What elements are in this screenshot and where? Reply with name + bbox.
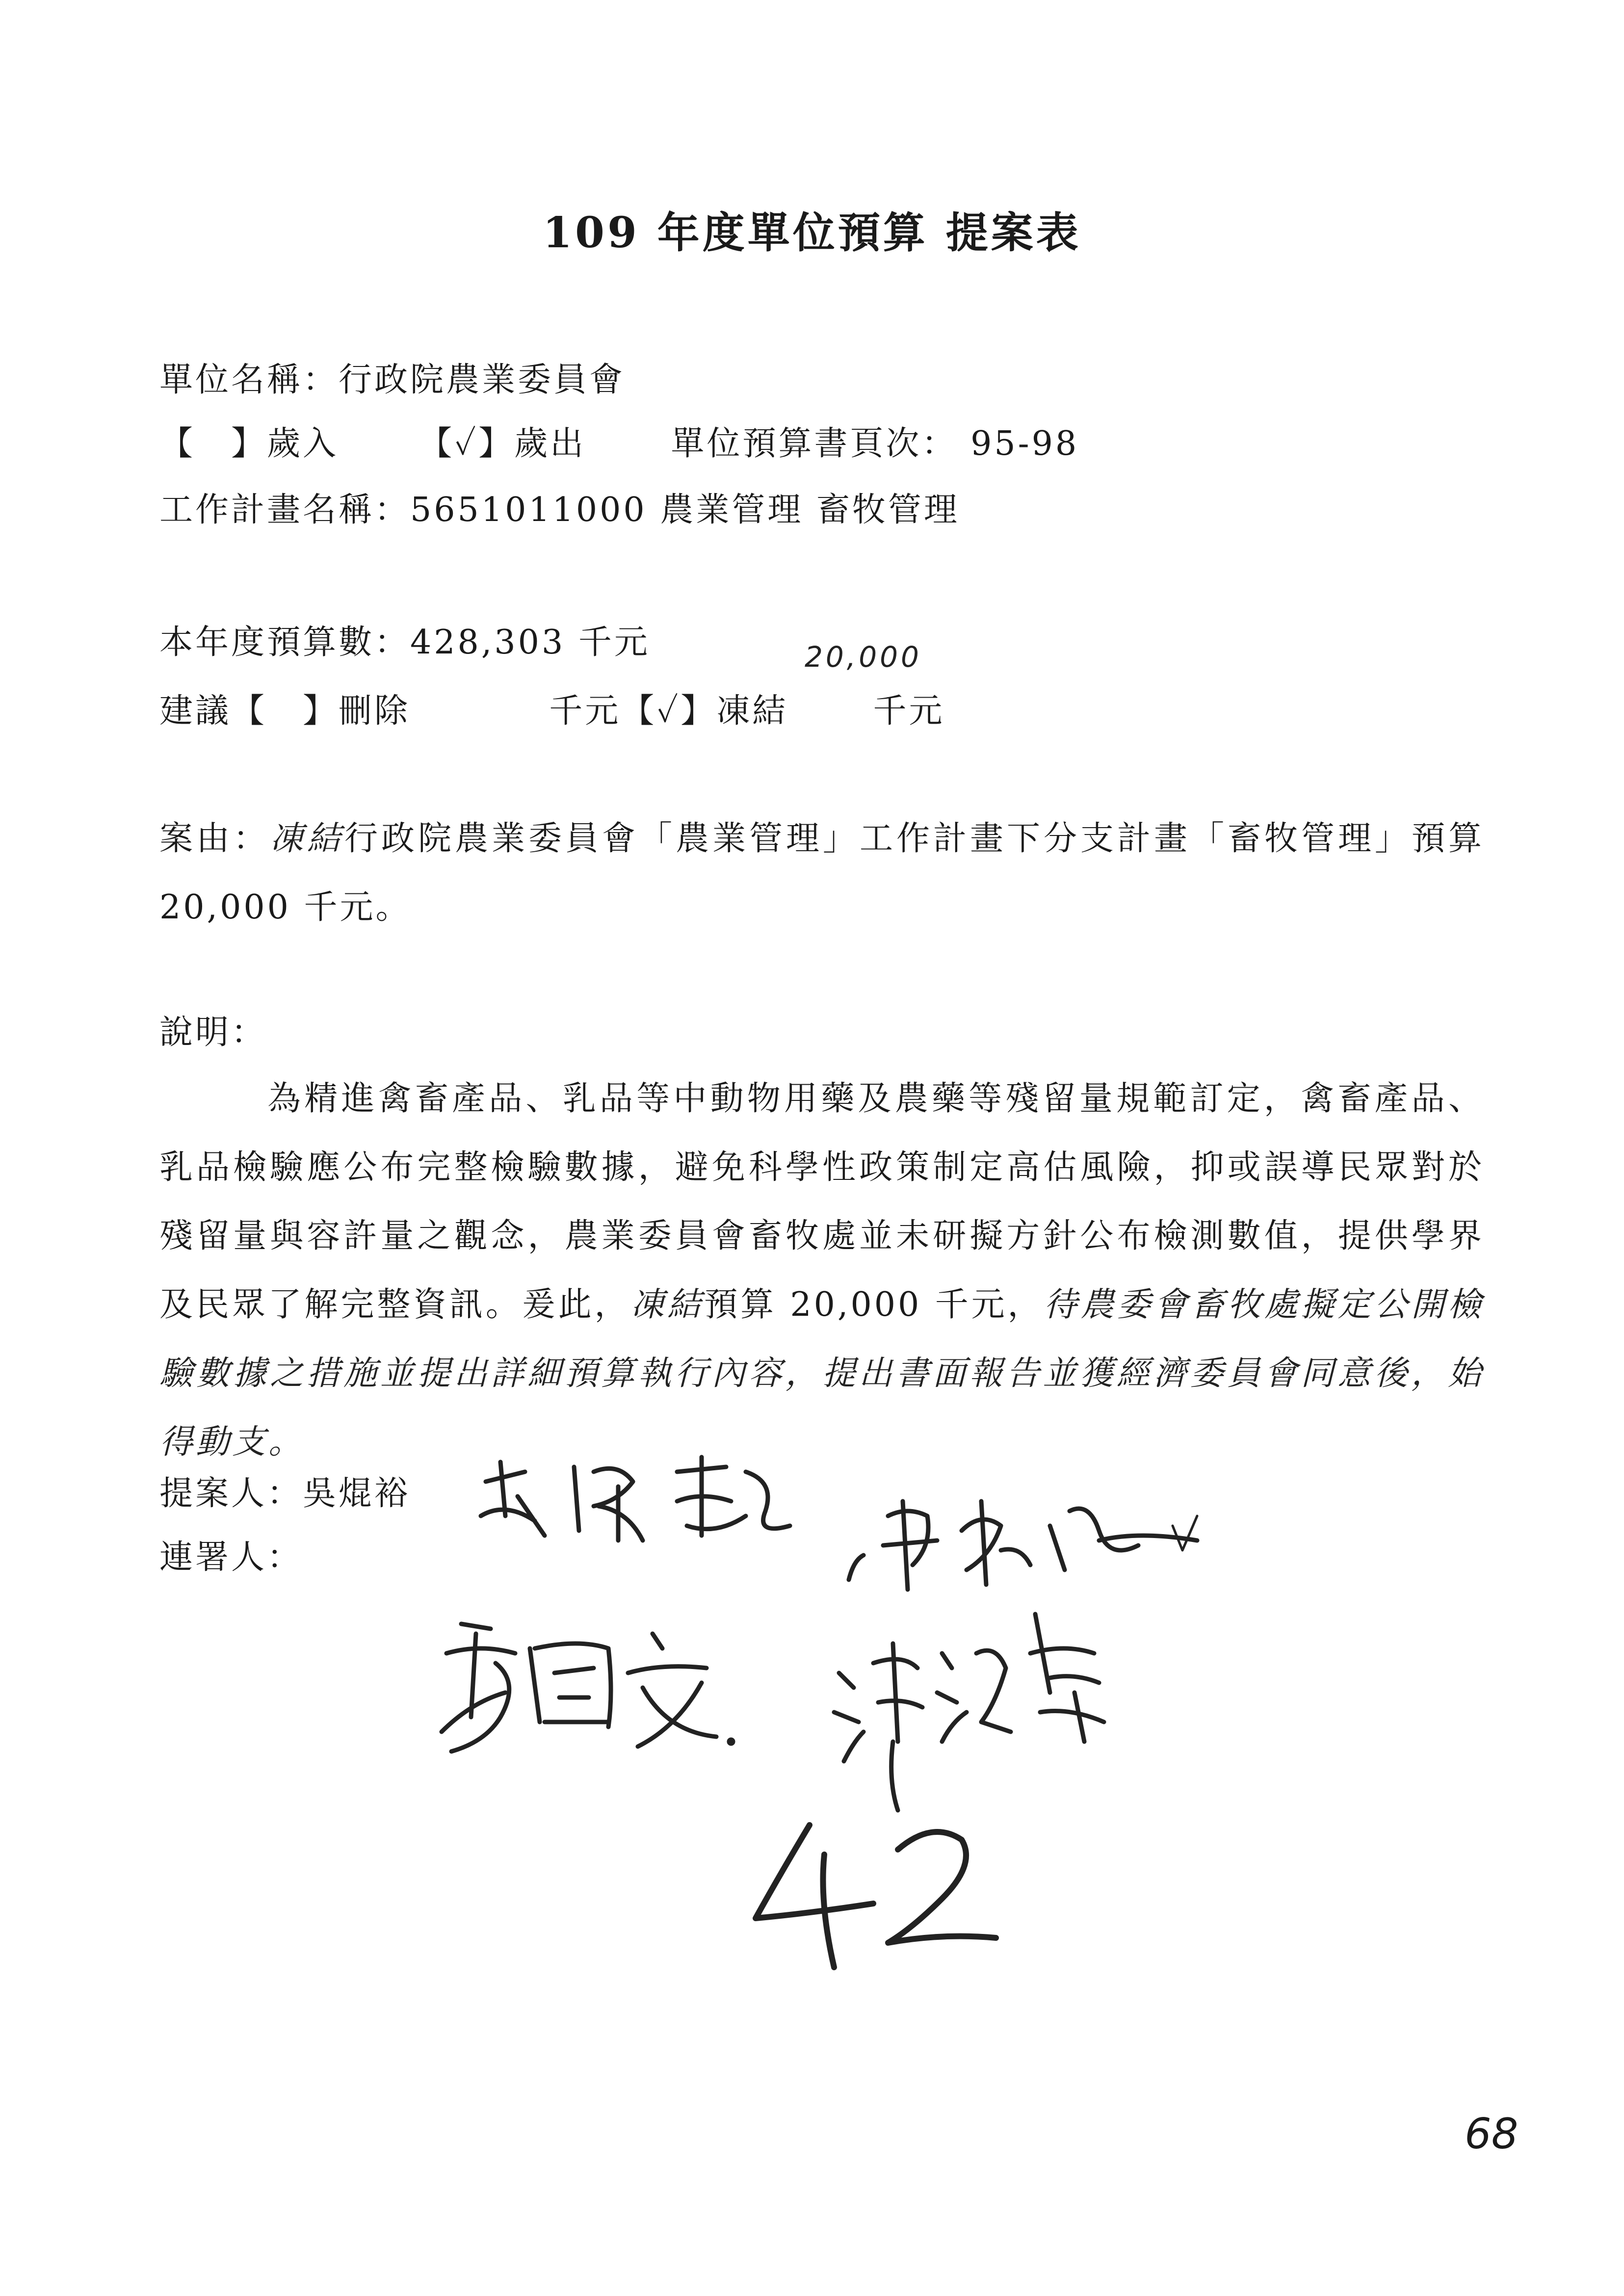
explanation-handwritten-freeze: 凍結 — [630, 1285, 705, 1324]
work-plan-row — [159, 483, 960, 531]
explanation-label: 說明： — [159, 1013, 267, 1052]
budget-pages-label: 單位預算書頁次： — [671, 424, 958, 463]
freeze-amount-handwritten: 20,000 — [805, 640, 922, 674]
suggestion-row — [159, 684, 944, 732]
proposer-name: 吳焜裕 — [303, 1474, 411, 1513]
reason-text: 行政院農業委員會「農業管理」工作計畫下分支計畫「畜牧管理」預算 20,000 千元。 — [159, 819, 1484, 927]
expense-checkbox: 【✓】 — [419, 424, 515, 463]
proposer-label: 提案人： — [159, 1474, 303, 1513]
reason-handwritten-prefix: 凍結 — [270, 819, 344, 858]
page-number: 68 — [1465, 2110, 1519, 2159]
delete-label: 刪除 — [339, 692, 411, 731]
freeze-label: 凍結 — [716, 692, 788, 731]
work-plan-label: 工作計畫名稱： — [159, 491, 411, 529]
budget-pages-value: 95-98 — [970, 424, 1079, 463]
budget-type-row — [159, 417, 1079, 465]
handwritten-number-42 — [736, 1805, 1011, 1982]
unit-label: 單位名稱： — [159, 361, 339, 399]
page-title: 109 年度單位預算 提案表 — [543, 208, 1081, 258]
reason-label: 案由： — [159, 819, 270, 858]
cosigner-signature-2 — [432, 1604, 756, 1761]
budget-amount-label: 本年度預算數： — [159, 623, 411, 662]
delete-unit: 千元 — [549, 692, 621, 731]
proposer-row — [159, 1467, 410, 1514]
explanation-paragraph — [159, 1065, 1484, 1477]
income-label: 歲入 — [267, 424, 339, 463]
unit-value: 行政院農業委員會 — [339, 361, 626, 399]
delete-checkbox: 【 】 — [231, 692, 339, 731]
explanation-handwritten-condition: 待農委會畜牧處擬定公開檢驗數據之措施並提出詳細預算執行內容，提出書面報告並獲經濟委員會同意後，始得動支。 — [159, 1285, 1484, 1461]
budget-amount-row — [159, 616, 650, 663]
cosigners-label: 連署人： — [159, 1538, 303, 1577]
explanation-typed-text-2: 預算 20,000 千元， — [704, 1285, 1044, 1324]
freeze-unit: 千元 — [873, 692, 945, 731]
reason-paragraph — [159, 805, 1484, 942]
cosigner-signature-1 — [834, 1472, 1207, 1599]
explanation-typed-text: 為精進禽畜產品、乳品等中動物用藥及農藥等殘留量規範訂定，禽畜產品、乳品檢驗應公布完整檢驗數據，避免科學性政策制定高估風險，抑或誤導民眾對於殘留量與容許量之觀念，農業委員會畜牧處並未研擬方針公布檢測數值，提供學界及民眾了解完整資訊。爰此， — [159, 1079, 1484, 1324]
freeze-checkbox: 【✓】 — [621, 692, 717, 731]
proposer-signature — [471, 1442, 814, 1555]
work-plan-value: 5651011000 農業管理 畜牧管理 — [410, 491, 960, 529]
suggestion-label: 建議 — [159, 692, 232, 731]
number-42-drawing — [736, 1805, 1011, 1982]
income-checkbox: 【 】 — [159, 424, 267, 463]
budget-amount-value: 428,303 千元 — [410, 623, 650, 662]
cosigner-signature-3 — [819, 1594, 1133, 1820]
expense-label: 歲出 — [514, 424, 586, 463]
unit-row — [159, 353, 625, 401]
